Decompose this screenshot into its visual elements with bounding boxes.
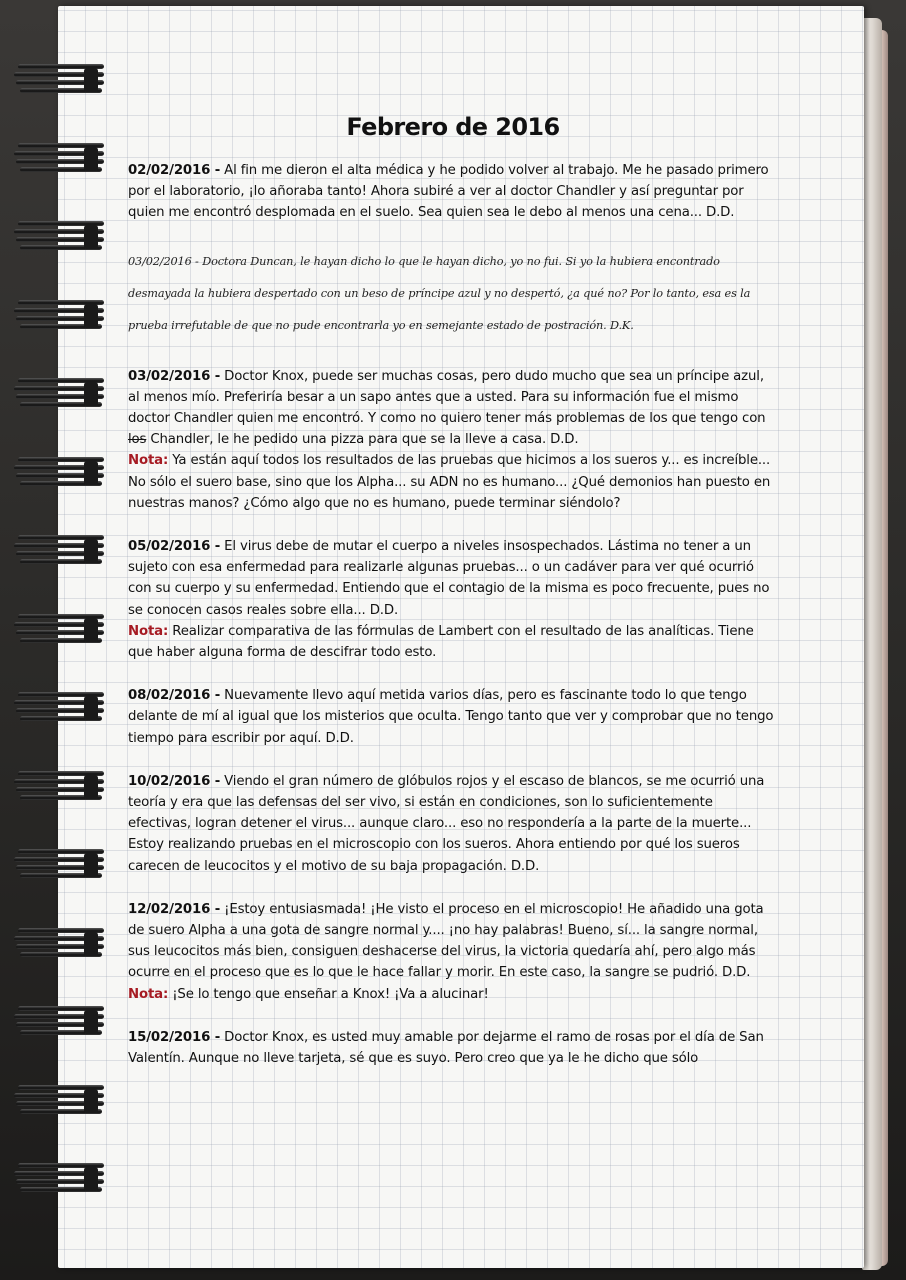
spiral-ring	[14, 141, 106, 175]
punch-hole	[84, 68, 98, 92]
spiral-ring	[14, 926, 106, 960]
spiral-ring	[14, 769, 106, 803]
note-text: Ya están aquí todos los resultados de las pruebas que hicimos a los sueros y... es increíble... No sólo el suero base, sino que los Alpha... su ADN no es humano... ¿Qué demonios han puesto en nuestras manos? ¿Cómo algo que no es humano, puede terminar siéndolo?	[128, 453, 771, 511]
entry-text: Doctor Knox, puede ser muchas cosas, pero dudo mucho que sea un príncipe azul, al menos mío. Preferiría besar a un sapo antes que a usted. Para su información fue el mismo doctor Chandler quien me encontró. Y como no quiero tener más problemas de los que tengo con	[128, 368, 766, 427]
spiral-ring	[14, 298, 106, 332]
spiral-ring	[14, 376, 106, 410]
journal-entry	[128, 160, 778, 224]
journal-entry	[128, 536, 778, 663]
entry-body	[128, 246, 778, 342]
journal-entry	[128, 1027, 778, 1069]
entry-body	[128, 771, 778, 877]
entry-note	[128, 450, 778, 514]
punch-hole	[84, 147, 98, 171]
punch-hole	[84, 853, 98, 877]
spiral-ring	[14, 1161, 106, 1195]
punch-hole	[84, 382, 98, 406]
spiral-ring	[14, 1083, 106, 1117]
punch-hole	[84, 1089, 98, 1113]
journal-entry-knox	[128, 246, 778, 342]
entry-date: 10/02/2016 -	[128, 773, 221, 789]
entry-date: 08/02/2016 -	[128, 688, 221, 704]
page-title: Febrero de 2016	[346, 113, 560, 141]
punch-hole	[84, 932, 98, 956]
note-label: Nota:	[128, 623, 169, 639]
punch-hole	[84, 1010, 98, 1034]
spiral-ring	[14, 847, 106, 881]
spiral-ring	[14, 690, 106, 724]
entry-body	[128, 1027, 778, 1069]
spiral-ring	[14, 1004, 106, 1038]
struck-word: los	[128, 432, 147, 448]
entry-date: 05/02/2016 -	[128, 539, 221, 555]
spiral-ring	[14, 62, 106, 96]
entry-body	[128, 366, 778, 451]
entry-note	[128, 621, 778, 663]
punch-hole	[84, 618, 98, 642]
punch-hole	[84, 775, 98, 799]
entry-text: Viendo el gran número de glóbulos rojos y el escaso de blancos, se me ocurrió una teoría y era que las defensas del ser vivo, si están en condiciones, son lo suficientemente efectivas, logran detener el virus... aunque claro... eso no respondería a la parte de la muerte... Estoy realizando pruebas en el microscopio con los sueros. Ahora entiendo por qué los sueros carecen de leucocitos y el motivo de su baja propagación. D.D.	[128, 773, 765, 874]
note-label: Nota:	[128, 453, 169, 469]
entry-body	[128, 685, 778, 749]
spiral-ring	[14, 219, 106, 253]
journal-entry	[128, 685, 778, 749]
note-text: ¡Se lo tengo que enseñar a Knox! ¡Va a alucinar!	[172, 986, 489, 1002]
entry-date: 02/02/2016 -	[128, 163, 221, 178]
note-text: Realizar comparativa de las fórmulas de Lambert con el resultado de las analíticas. Tiene que haber alguna forma de descifrar todo esto.	[128, 623, 754, 661]
punch-hole	[84, 696, 98, 720]
entry-body	[128, 160, 778, 224]
page-stack-edge	[862, 18, 882, 1270]
entry-date: 12/02/2016 -	[128, 901, 221, 917]
journal-entry	[128, 366, 778, 514]
entry-text: Doctora Duncan, le hayan dicho lo que le hayan dicho, yo no fui. Si yo la hubiera encontrado desmayada la hubiera despertado con un beso de príncipe azul y no despertó, ¿a qué no? Por lo tanto, esa es la prueba irrefutable de que no pude encontrarla yo en semejante estado de postración. D.K.	[128, 254, 751, 332]
entry-date: 15/02/2016 -	[128, 1029, 221, 1045]
punch-hole	[84, 304, 98, 328]
note-label: Nota:	[128, 986, 169, 1002]
entry-body	[128, 536, 778, 621]
entry-text: Doctor Knox, es usted muy amable por dejarme el ramo de rosas por el día de San Valentín. Aunque no lleve tarjeta, sé que es suyo. Pero creo que ya le he dicho que sólo	[128, 1029, 764, 1067]
punch-hole	[84, 539, 98, 563]
entry-note	[128, 984, 778, 1005]
punch-hole	[84, 225, 98, 249]
entry-body	[128, 899, 778, 984]
spiral-ring	[14, 612, 106, 646]
punch-hole	[84, 461, 98, 485]
spiral-ring	[14, 455, 106, 489]
journal-content	[128, 110, 778, 1091]
entry-text: ¡Estoy entusiasmada! ¡He visto el proceso en el microscopio! He añadido una gota de suero Alpha a una gota de sangre normal y.... ¡no hay palabras! Bueno, sí... la sangre normal, sus leucocitos más bien, consiguen deshacerse del virus, la victoria quedaría ahí, pero algo más ocurre en el proceso que es lo que le hace fallar y morir. En este caso, la sangre se pudrió. D.D.	[128, 901, 764, 981]
entry-date: 03/02/2016 -	[128, 254, 199, 268]
entry-text: Al fin me dieron el alta médica y he podido volver al trabajo. Me he pasado primero por el laboratorio, ¡lo añoraba tanto! Ahora subiré a ver al doctor Chandler y así preguntar por quien me encontró desplomada en el suelo. Sea quien sea le debo al menos una cena... D.D.	[128, 163, 769, 221]
journal-entry	[128, 771, 778, 877]
spiral-ring	[14, 533, 106, 567]
entry-text: Nuevamente llevo aquí metida varios días, pero es fascinante todo lo que tengo delante de mí al igual que los misterios que oculta. Tengo tanto que ver y comprobar que no tengo tiempo para escribir por aquí. D.D.	[128, 688, 774, 746]
entry-text: El virus debe de mutar el cuerpo a niveles insospechados. Lástima no tener a un sujeto con esa enfermedad para realizarle algunas pruebas... o un cadáver para ver qué ocurrió con su cuerpo y su enfermedad. Entiendo que el contagio de la misma es poco frecuente, pues no se conocen casos reales sobre ella... D.D.	[128, 539, 770, 618]
entry-date: 03/02/2016 -	[128, 368, 221, 384]
journal-entry	[128, 899, 778, 1005]
punch-hole	[84, 1167, 98, 1191]
entry-text-continued: Chandler, le he pedido una pizza para que se la lleve a casa. D.D.	[150, 432, 579, 448]
spiral-binding	[0, 0, 110, 1280]
